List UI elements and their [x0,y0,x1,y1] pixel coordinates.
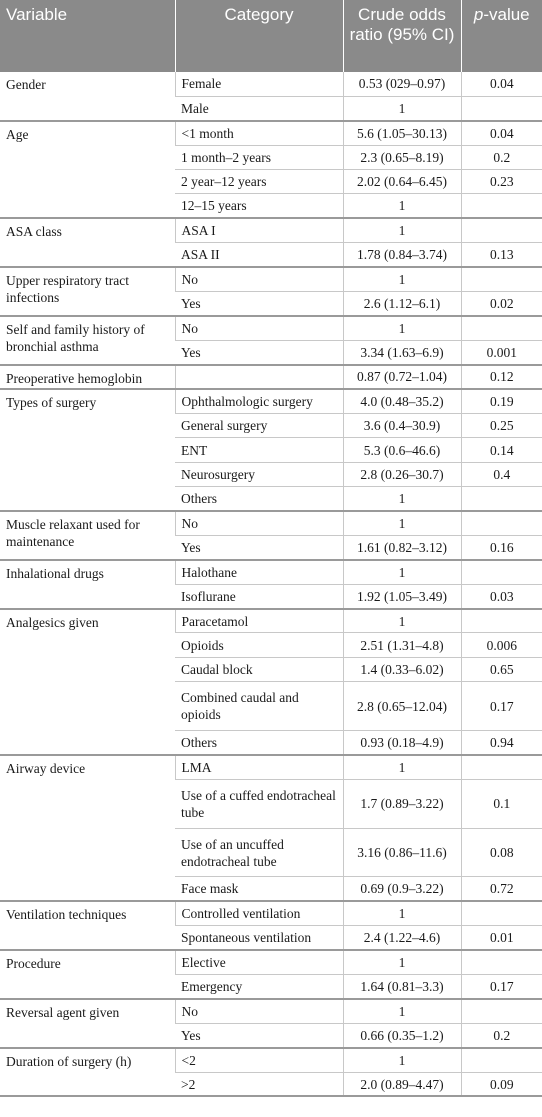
odds-ratio-cell: 1.78 (0.84–3.74) [343,243,461,267]
table-header [0,0,542,72]
odds-ratio-cell: 1 [343,999,461,1023]
variable-cell: Procedure [0,950,175,999]
table-row [0,218,542,242]
category-cell: Yes [175,292,343,316]
odds-ratio-cell: 1.64 (0.81–3.3) [343,975,461,999]
p-value-cell [461,950,542,974]
category-cell: Opioids [175,633,343,657]
variable-cell: Preoperative hemoglobin [0,365,175,389]
header-p-letter: p [473,5,484,24]
odds-ratio-cell: 2.3 (0.65–8.19) [343,145,461,169]
odds-ratio-cell: 1 [343,487,461,511]
odds-ratio-cell: 0.66 (0.35–1.2) [343,1023,461,1047]
odds-ratio-cell: 5.6 (1.05–30.13) [343,121,461,145]
p-value-cell: 0.25 [461,413,542,437]
p-value-cell: 0.17 [461,682,542,731]
p-value-cell: 0.01 [461,926,542,950]
category-cell: Paracetamol [175,609,343,633]
table-row [0,267,542,291]
table-row [0,950,542,974]
category-cell: 12–15 years [175,194,343,218]
variable-cell: Analgesics given [0,609,175,755]
table-row [0,901,542,925]
p-value-cell [461,560,542,584]
odds-ratio-cell: 1 [343,1048,461,1072]
variable-cell: Types of surgery [0,389,175,511]
table-row [0,1048,542,1072]
odds-ratio-cell: 0.87 (0.72–1.04) [343,365,461,389]
odds-ratio-cell: 5.3 (0.6–46.6) [343,438,461,462]
variable-cell: Ventilation techniques [0,901,175,950]
variable-cell: Inhalational drugs [0,560,175,609]
odds-ratio-cell: 2.4 (1.22–4.6) [343,926,461,950]
p-value-cell: 0.04 [461,121,542,145]
odds-ratio-cell: 1.7 (0.89–3.22) [343,779,461,828]
p-value-cell: 0.006 [461,633,542,657]
odds-ratio-cell: 1.61 (0.82–3.12) [343,535,461,559]
header-row [0,0,542,72]
category-cell: Others [175,731,343,755]
odds-ratio-cell: 1.92 (1.05–3.49) [343,584,461,608]
variable-cell: Gender [0,72,175,121]
p-value-cell: 0.19 [461,389,542,413]
p-value-cell: 0.94 [461,731,542,755]
p-value-cell: 0.09 [461,1072,542,1096]
odds-ratio-cell: 2.8 (0.26–30.7) [343,462,461,486]
category-cell: 2 year–12 years [175,170,343,194]
odds-ratio-cell: 1.4 (0.33–6.02) [343,657,461,681]
category-cell: Spontaneous ventilation [175,926,343,950]
header-odds-ratio: Crude odds ratio (95% CI) [343,0,461,72]
p-value-cell [461,267,542,291]
category-cell: ASA I [175,218,343,242]
p-value-cell: 0.08 [461,828,542,877]
header-p-suffix: -value [483,5,530,24]
variable-cell: Duration of surgery (h) [0,1048,175,1097]
variable-cell: Muscle relaxant used for maintenance [0,511,175,560]
category-cell: Male [175,96,343,120]
odds-ratio-cell: 3.6 (0.4–30.9) [343,413,461,437]
p-value-cell: 0.17 [461,975,542,999]
p-value-cell [461,1048,542,1072]
variable-cell: Self and family history of bronchial asthma [0,316,175,365]
category-cell: Neurosurgery [175,462,343,486]
category-cell: ASA II [175,243,343,267]
p-value-cell: 0.2 [461,1023,542,1047]
p-value-cell [461,901,542,925]
category-cell [175,365,343,389]
odds-ratio-cell: 0.93 (0.18–4.9) [343,731,461,755]
p-value-cell: 0.1 [461,779,542,828]
category-cell: No [175,267,343,291]
variable-cell: Reversal agent given [0,999,175,1048]
p-value-cell: 0.2 [461,145,542,169]
category-cell: LMA [175,755,343,779]
odds-ratio-cell: 1 [343,609,461,633]
table-row [0,72,542,96]
p-value-cell: 0.12 [461,365,542,389]
variable-cell: Age [0,121,175,219]
category-cell: Yes [175,340,343,364]
p-value-cell [461,755,542,779]
table-row [0,365,542,389]
variable-cell: Upper respiratory tract infections [0,267,175,316]
category-cell: <1 month [175,121,343,145]
category-cell: Use of an uncuffed endotracheal tube [175,828,343,877]
p-value-cell: 0.04 [461,72,542,96]
category-cell: General surgery [175,413,343,437]
odds-ratio-cell: 1 [343,194,461,218]
category-cell: ENT [175,438,343,462]
category-cell: Yes [175,535,343,559]
p-value-cell: 0.03 [461,584,542,608]
table-row [0,389,542,413]
odds-ratio-cell: 1 [343,511,461,535]
odds-ratio-cell: 1 [343,755,461,779]
category-cell: <2 [175,1048,343,1072]
category-cell: Elective [175,950,343,974]
category-cell: >2 [175,1072,343,1096]
odds-ratio-cell: 1 [343,901,461,925]
category-cell: Combined caudal and opioids [175,682,343,731]
p-value-cell: 0.23 [461,170,542,194]
header-category: Category [175,0,343,72]
category-cell: No [175,511,343,535]
variable-cell: Airway device [0,755,175,901]
odds-ratio-cell: 1 [343,316,461,340]
category-cell: No [175,316,343,340]
p-value-cell [461,511,542,535]
category-cell: Others [175,487,343,511]
odds-ratio-cell: 0.69 (0.9–3.22) [343,877,461,901]
table-row [0,511,542,535]
table-row [0,121,542,145]
category-cell: Isoflurane [175,584,343,608]
table-row [0,316,542,340]
category-cell: Controlled ventilation [175,901,343,925]
category-cell: Ophthalmologic surgery [175,389,343,413]
category-cell: Emergency [175,975,343,999]
odds-ratio-cell: 1 [343,218,461,242]
header-variable: Variable [0,0,175,72]
odds-ratio-cell: 3.16 (0.86–11.6) [343,828,461,877]
table-row [0,999,542,1023]
table-body [0,72,542,1096]
p-value-cell [461,194,542,218]
odds-ratio-cell: 2.6 (1.12–6.1) [343,292,461,316]
odds-ratio-cell: 1 [343,267,461,291]
table-row [0,609,542,633]
category-cell: 1 month–2 years [175,145,343,169]
category-cell: Caudal block [175,657,343,681]
category-cell: Face mask [175,877,343,901]
p-value-cell: 0.16 [461,535,542,559]
category-cell: Yes [175,1023,343,1047]
p-value-cell [461,96,542,120]
odds-ratio-cell: 1 [343,560,461,584]
odds-ratio-cell: 1 [343,950,461,974]
p-value-cell [461,487,542,511]
odds-ratio-cell: 0.53 (029–0.97) [343,72,461,96]
variable-cell: ASA class [0,218,175,267]
p-value-cell: 0.4 [461,462,542,486]
category-cell: No [175,999,343,1023]
category-cell: Halothane [175,560,343,584]
p-value-cell [461,316,542,340]
odds-ratio-cell: 2.51 (1.31–4.8) [343,633,461,657]
odds-ratio-cell: 4.0 (0.48–35.2) [343,389,461,413]
odds-ratio-cell: 3.34 (1.63–6.9) [343,340,461,364]
p-value-cell [461,999,542,1023]
odds-ratio-cell: 1 [343,96,461,120]
odds-ratio-cell: 2.02 (0.64–6.45) [343,170,461,194]
p-value-cell: 0.13 [461,243,542,267]
odds-ratio-cell: 2.0 (0.89–4.47) [343,1072,461,1096]
p-value-cell: 0.001 [461,340,542,364]
odds-ratio-cell: 2.8 (0.65–12.04) [343,682,461,731]
table-row [0,755,542,779]
category-cell: Use of a cuffed endotracheal tube [175,779,343,828]
p-value-cell: 0.14 [461,438,542,462]
p-value-cell: 0.72 [461,877,542,901]
p-value-cell [461,218,542,242]
p-value-cell: 0.65 [461,657,542,681]
table-row [0,560,542,584]
p-value-cell: 0.02 [461,292,542,316]
header-p-value [461,0,542,72]
category-cell: Female [175,72,343,96]
p-value-cell [461,609,542,633]
